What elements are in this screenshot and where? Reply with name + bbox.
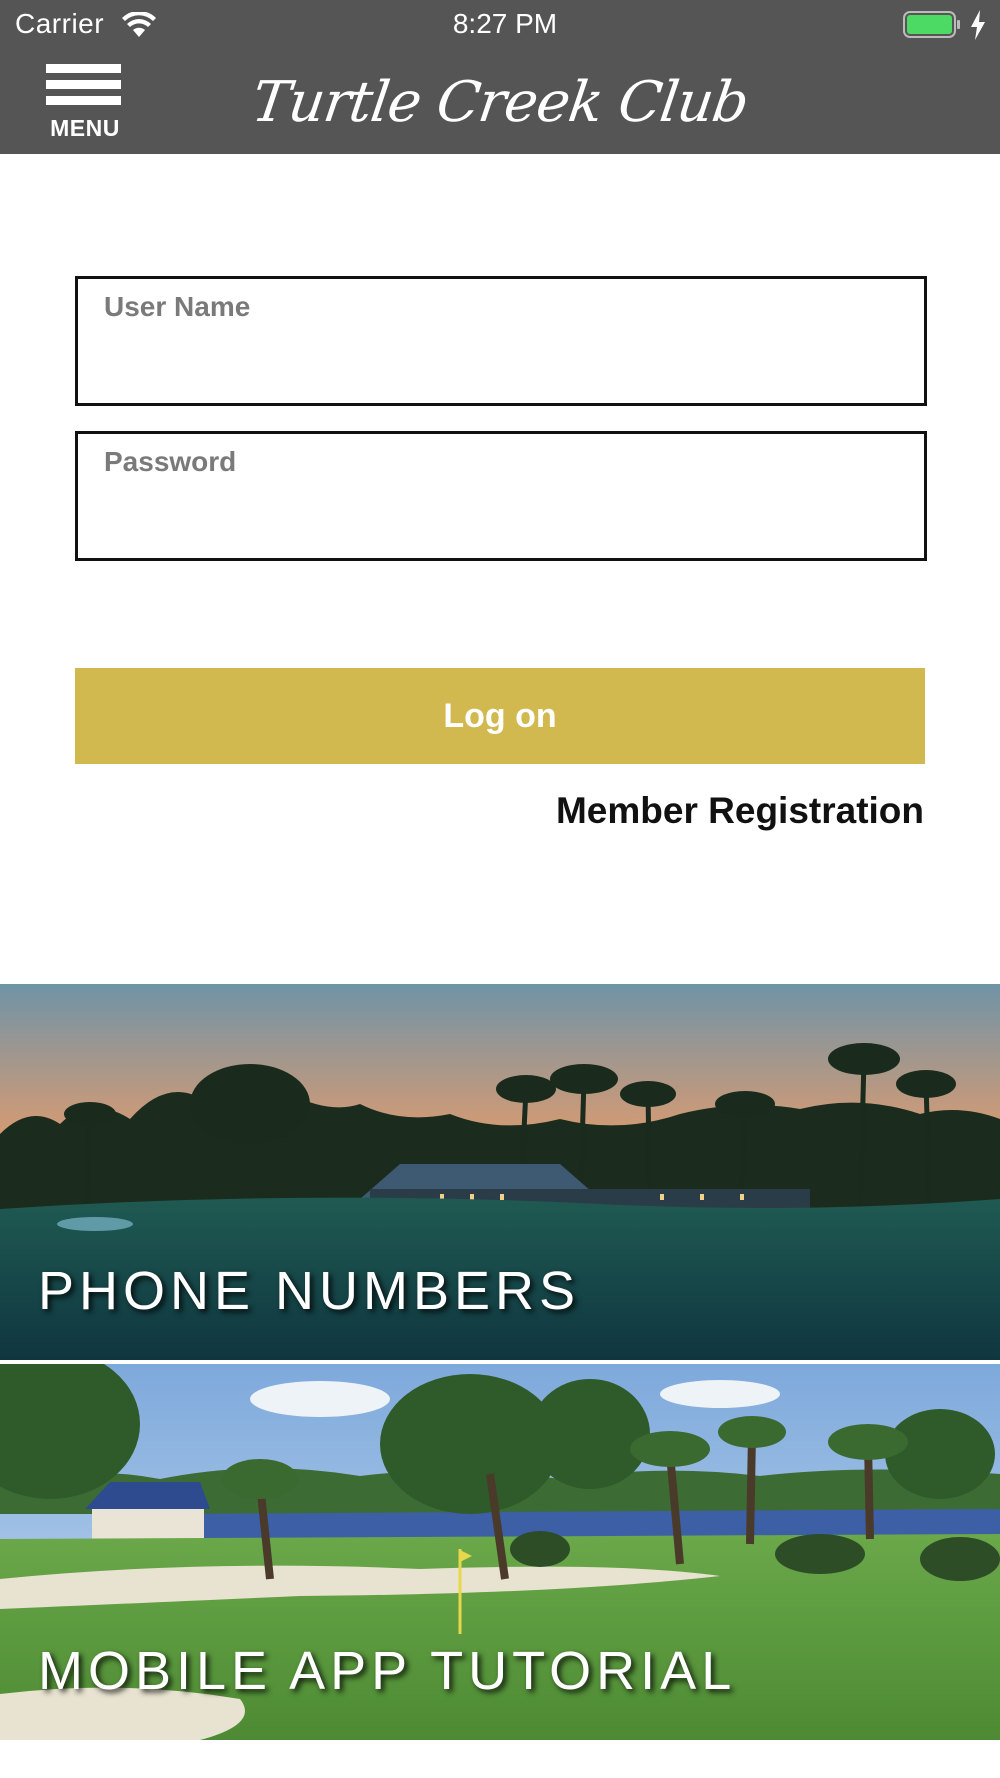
- password-input[interactable]: [78, 434, 924, 558]
- password-field[interactable]: [75, 431, 927, 561]
- phone-numbers-tile[interactable]: [0, 984, 1000, 1360]
- status-bar: [0, 0, 1000, 50]
- menu-button[interactable]: [46, 64, 124, 142]
- member-registration-link[interactable]: Member Registration: [555, 790, 924, 831]
- hamburger-icon-bar: [46, 96, 121, 105]
- menu-label: MENU: [50, 115, 120, 141]
- logon-button[interactable]: Log on: [75, 668, 925, 764]
- carrier-label: Carrier: [15, 8, 105, 39]
- battery-charging-icon: [903, 11, 961, 38]
- charging-bolt-icon: [970, 10, 986, 40]
- hamburger-icon: [46, 64, 121, 73]
- hamburger-icon-bar: [46, 80, 121, 89]
- mobile-app-tutorial-tile[interactable]: [0, 1364, 1000, 1740]
- username-placeholder: User Name: [104, 291, 251, 322]
- club-logo: Turtle Creek Club: [248, 70, 753, 135]
- username-input[interactable]: [78, 279, 924, 403]
- phone-numbers-label: PHONE NUMBERS: [38, 1261, 581, 1321]
- status-time: 8:27 PM: [452, 8, 558, 39]
- app-header: [0, 0, 1000, 154]
- password-placeholder: Password: [104, 446, 237, 477]
- username-field[interactable]: [75, 276, 927, 406]
- mobile-app-tutorial-label: MOBILE APP TUTORIAL: [38, 1641, 737, 1701]
